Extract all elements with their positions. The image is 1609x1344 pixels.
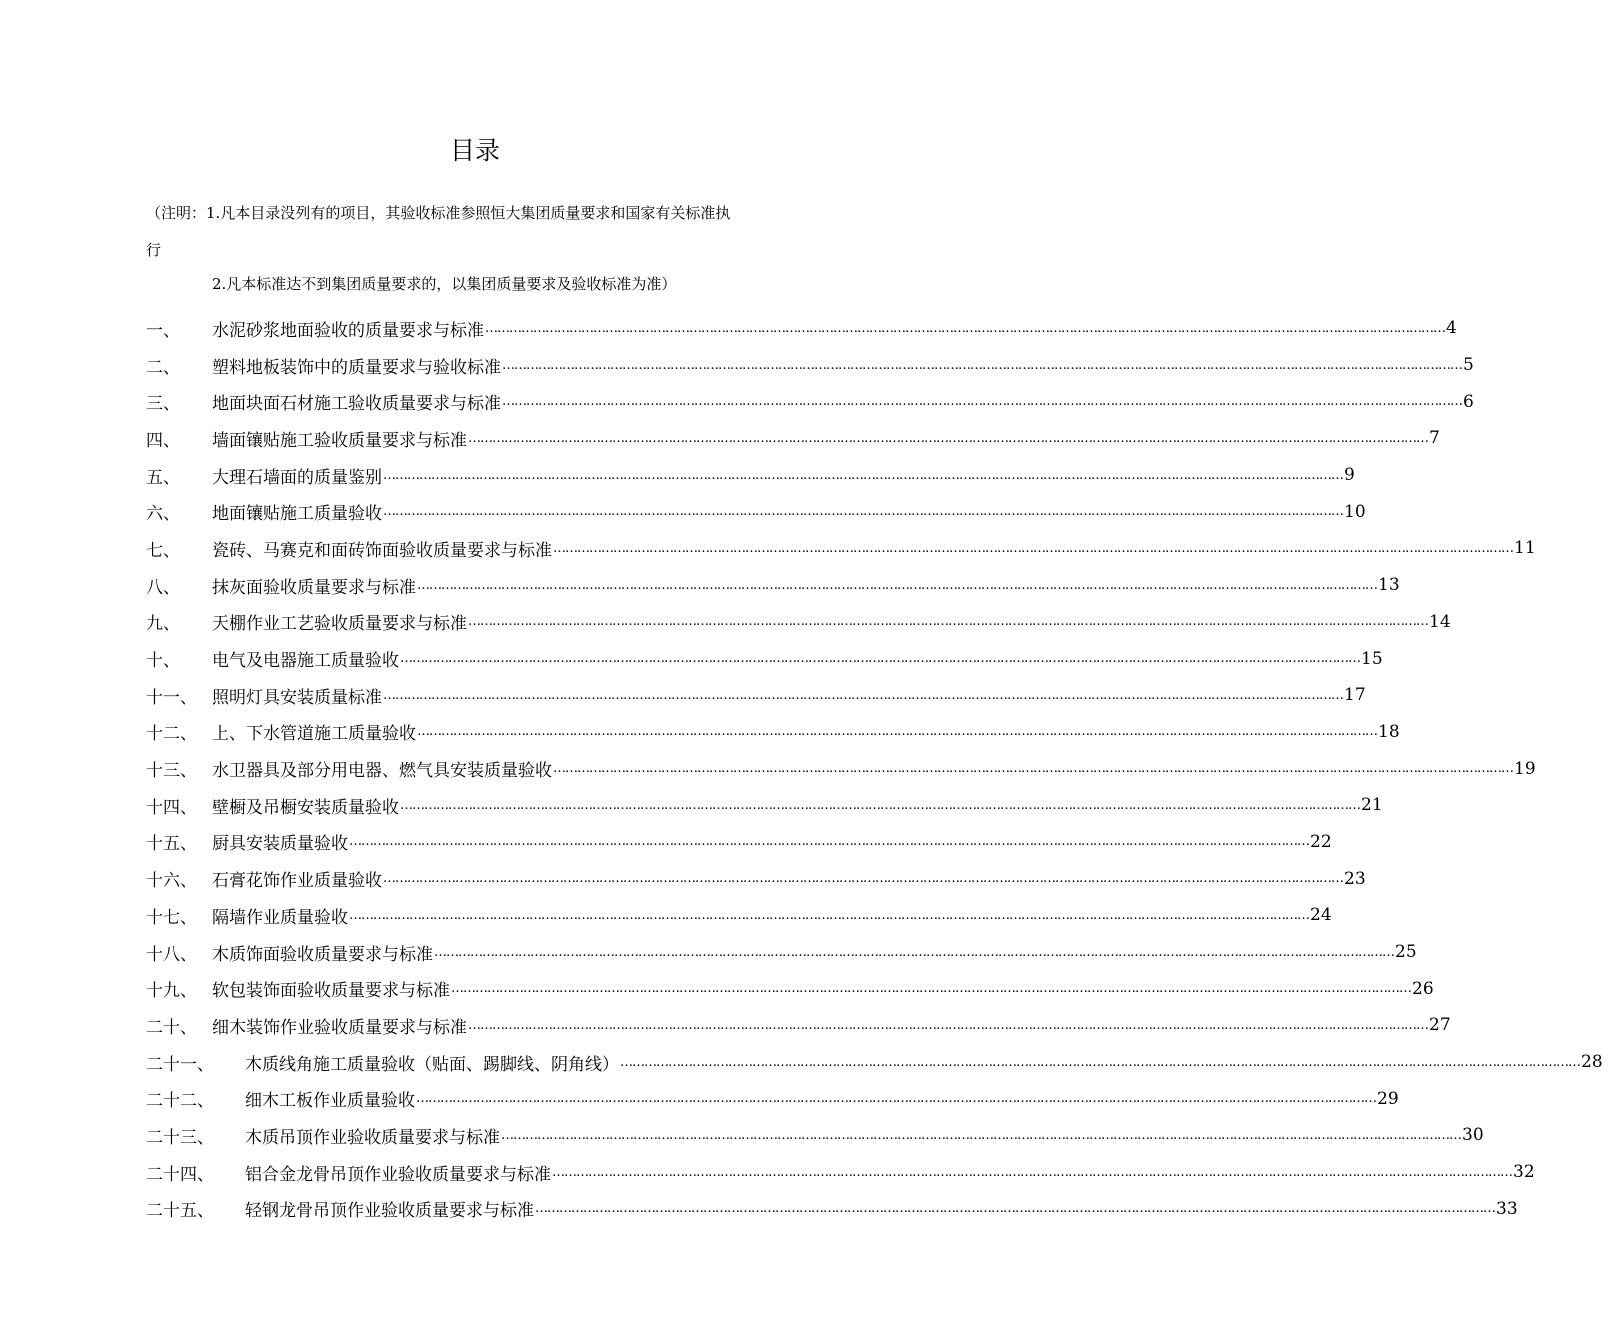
toc-entry-page-number: 10	[1344, 501, 1366, 522]
toc-leader-dots: ……………………………………………………………………………………………………………………………………………………………………………………………………………………	[349, 907, 1309, 923]
toc-entry-page-number: 22	[1310, 831, 1332, 852]
toc-entry-number: 一、	[146, 320, 180, 341]
toc-entry[interactable]	[146, 824, 1332, 861]
toc-entry-number: 十二、	[146, 724, 197, 745]
toc-entry-label: 轻钢龙骨吊顶作业验收质量要求与标准	[245, 1201, 534, 1222]
toc-leader-dots: ……………………………………………………………………………………………………………………………………………………………………………………………………………………	[416, 1091, 1376, 1107]
toc-entry-page-number: 14	[1429, 611, 1451, 632]
toc-leader-dots: ……………………………………………………………………………………………………………………………………………………………………………………………………………………	[383, 467, 1343, 483]
toc-entry[interactable]	[146, 677, 1366, 714]
toc-entry-page-number: 4	[1446, 318, 1457, 339]
toc-entry-number: 五、	[146, 467, 180, 488]
toc-entry-page-number: 27	[1429, 1015, 1451, 1036]
table-of-contents	[146, 310, 1603, 1227]
toc-leader-dots: ……………………………………………………………………………………………………………………………………………………………………………………………………………………	[535, 1201, 1495, 1217]
toc-entry[interactable]	[146, 604, 1451, 641]
toc-entry-label: 水泥砂浆地面验收的质量要求与标准	[212, 320, 484, 341]
toc-entry-page-number: 9	[1344, 465, 1355, 486]
toc-entry-label: 软包装饰面验收质量要求与标准	[212, 981, 450, 1002]
toc-entry-page-number: 18	[1378, 721, 1400, 742]
toc-entry-label: 细木装饰作业验收质量要求与标准	[212, 1017, 467, 1038]
toc-entry[interactable]	[146, 934, 1417, 971]
toc-entry-page-number: 24	[1310, 905, 1332, 926]
toc-entry-page-number: 25	[1395, 942, 1417, 963]
toc-entry[interactable]	[146, 347, 1474, 384]
toc-entry-label: 塑料地板装饰中的质量要求与验收标准	[212, 357, 501, 378]
toc-leader-dots: ……………………………………………………………………………………………………………………………………………………………………………………………………………………	[417, 724, 1377, 740]
toc-leader-dots: ……………………………………………………………………………………………………………………………………………………………………………………………………………………	[468, 430, 1428, 446]
toc-entry-label: 墙面镶贴施工验收质量要求与标准	[212, 430, 467, 451]
toc-entry-label: 木质吊顶作业验收质量要求与标准	[245, 1127, 500, 1148]
toc-entry-label: 地面镶贴施工质量验收	[212, 504, 382, 525]
toc-entry[interactable]	[146, 457, 1355, 494]
toc-entry-label: 木质线角施工质量验收（贴面、踢脚线、阴角线）	[245, 1054, 619, 1075]
toc-entry-number: 十一、	[146, 687, 197, 708]
toc-entry-number: 二十、	[146, 1017, 197, 1038]
toc-leader-dots: ……………………………………………………………………………………………………………………………………………………………………………………………………………………	[501, 1127, 1461, 1143]
toc-entry[interactable]	[146, 1044, 1603, 1081]
toc-leader-dots: ……………………………………………………………………………………………………………………………………………………………………………………………………………………	[417, 577, 1377, 593]
toc-leader-dots: ……………………………………………………………………………………………………………………………………………………………………………………………………………………	[349, 834, 1309, 850]
toc-leader-dots: ……………………………………………………………………………………………………………………………………………………………………………………………………………………	[434, 944, 1394, 960]
toc-entry-number: 十、	[146, 651, 180, 672]
toc-leader-dots: ……………………………………………………………………………………………………………………………………………………………………………………………………………………	[451, 981, 1411, 997]
toc-entry-label: 照明灯具安装质量标准	[212, 687, 382, 708]
toc-entry-label: 壁橱及吊橱安装质量验收	[212, 797, 399, 818]
toc-leader-dots: ……………………………………………………………………………………………………………………………………………………………………………………………………………………	[383, 504, 1343, 520]
toc-entry-label: 电气及电器施工质量验收	[212, 651, 399, 672]
toc-entry-number: 三、	[146, 394, 180, 415]
toc-entry-page-number: 30	[1462, 1125, 1484, 1146]
toc-entry[interactable]	[146, 897, 1332, 934]
toc-entry-page-number: 11	[1514, 538, 1536, 559]
toc-entry[interactable]	[146, 970, 1434, 1007]
toc-entry[interactable]	[146, 567, 1400, 604]
toc-leader-dots: ……………………………………………………………………………………………………………………………………………………………………………………………………………………	[468, 614, 1428, 630]
toc-entry-page-number: 32	[1513, 1162, 1535, 1183]
toc-entry-page-number: 26	[1412, 978, 1434, 999]
toc-entry-number: 二、	[146, 357, 180, 378]
toc-leader-dots: ……………………………………………………………………………………………………………………………………………………………………………………………………………………	[383, 871, 1343, 887]
toc-entry-page-number: 15	[1361, 648, 1383, 669]
toc-entry-page-number: 21	[1361, 795, 1383, 816]
toc-leader-dots: ……………………………………………………………………………………………………………………………………………………………………………………………………………………	[400, 797, 1360, 813]
toc-entry-label: 上、下水管道施工质量验收	[212, 724, 416, 745]
toc-entry-page-number: 6	[1463, 391, 1474, 412]
toc-entry-number: 二十四、	[146, 1164, 214, 1185]
toc-entry-label: 隔墙作业质量验收	[212, 907, 348, 928]
toc-leader-dots: ……………………………………………………………………………………………………………………………………………………………………………………………………………………	[552, 1164, 1512, 1180]
toc-entry-number: 九、	[146, 614, 180, 635]
toc-entry-number: 十九、	[146, 981, 197, 1002]
toc-entry-page-number: 28	[1581, 1052, 1603, 1073]
note-line-3: 2.凡本标准达不到集团质量要求的，以集团质量要求及验收标准为准）	[212, 275, 677, 293]
toc-entry-label: 瓷砖、马赛克和面砖饰面验收质量要求与标准	[212, 540, 552, 561]
toc-leader-dots: ……………………………………………………………………………………………………………………………………………………………………………………………………………………	[620, 1054, 1580, 1070]
toc-entry-label: 木质饰面验收质量要求与标准	[212, 944, 433, 965]
toc-entry-number: 四、	[146, 430, 180, 451]
toc-entry[interactable]	[146, 787, 1383, 824]
toc-entry-number: 七、	[146, 540, 180, 561]
toc-entry[interactable]	[146, 383, 1474, 420]
toc-entry-number: 六、	[146, 504, 180, 525]
toc-entry-label: 水卫器具及部分用电器、燃气具安装质量验收	[212, 761, 552, 782]
toc-entry-page-number: 19	[1514, 758, 1536, 779]
toc-entry[interactable]	[146, 1080, 1399, 1117]
toc-entry-number: 十八、	[146, 944, 197, 965]
toc-leader-dots: ……………………………………………………………………………………………………………………………………………………………………………………………………………………	[502, 394, 1462, 410]
toc-leader-dots: ……………………………………………………………………………………………………………………………………………………………………………………………………………………	[502, 357, 1462, 373]
toc-entry[interactable]	[146, 860, 1366, 897]
toc-entry-number: 二十五、	[146, 1201, 214, 1222]
toc-entry-label: 铝合金龙骨吊顶作业验收质量要求与标准	[245, 1164, 551, 1185]
toc-entry-number: 十四、	[146, 797, 197, 818]
toc-entry-number: 十七、	[146, 907, 197, 928]
toc-entry[interactable]	[146, 1117, 1484, 1154]
toc-entry-number: 十六、	[146, 871, 197, 892]
toc-entry[interactable]	[146, 1191, 1518, 1228]
toc-entry-number: 十三、	[146, 761, 197, 782]
toc-leader-dots: ……………………………………………………………………………………………………………………………………………………………………………………………………………………	[400, 651, 1360, 667]
toc-entry[interactable]	[146, 750, 1536, 787]
toc-entry-page-number: 17	[1344, 685, 1366, 706]
toc-entry-page-number: 33	[1496, 1198, 1518, 1219]
toc-entry-label: 抹灰面验收质量要求与标准	[212, 577, 416, 598]
toc-leader-dots: ……………………………………………………………………………………………………………………………………………………………………………………………………………………	[468, 1017, 1428, 1033]
toc-entry[interactable]	[146, 714, 1400, 751]
toc-entry[interactable]	[146, 420, 1440, 457]
toc-leader-dots: ……………………………………………………………………………………………………………………………………………………………………………………………………………………	[553, 761, 1513, 777]
toc-entry-label: 天棚作业工艺验收质量要求与标准	[212, 614, 467, 635]
page-title: 目录	[449, 136, 500, 165]
toc-entry[interactable]	[146, 493, 1366, 530]
toc-entry-number: 二十一、	[146, 1054, 214, 1075]
toc-entry-label: 石膏花饰作业质量验收	[212, 871, 382, 892]
toc-entry-page-number: 29	[1377, 1088, 1399, 1109]
toc-entry[interactable]	[146, 1154, 1535, 1191]
toc-entry-label: 细木工板作业质量验收	[245, 1091, 415, 1112]
note-line-1: （注明：1.凡本目录没列有的项目，其验收标准参照恒大集团质量要求和国家有关标准执	[146, 204, 731, 222]
toc-entry-label: 大理石墙面的质量鉴别	[212, 467, 382, 488]
note-line-2: 行	[146, 241, 162, 259]
toc-entry-number: 二十三、	[146, 1127, 214, 1148]
toc-leader-dots: ……………………………………………………………………………………………………………………………………………………………………………………………………………………	[553, 540, 1513, 556]
toc-entry[interactable]	[146, 1007, 1451, 1044]
toc-entry-number: 十五、	[146, 834, 197, 855]
toc-entry-label: 地面块面石材施工验收质量要求与标准	[212, 394, 501, 415]
toc-entry-page-number: 5	[1463, 355, 1474, 376]
toc-entry-page-number: 7	[1429, 428, 1440, 449]
toc-entry-number: 二十二、	[146, 1091, 214, 1112]
toc-entry[interactable]	[146, 310, 1457, 347]
toc-entry-page-number: 23	[1344, 868, 1366, 889]
toc-leader-dots: ……………………………………………………………………………………………………………………………………………………………………………………………………………………	[383, 687, 1343, 703]
toc-entry-page-number: 13	[1378, 575, 1400, 596]
toc-entry[interactable]	[146, 640, 1383, 677]
toc-leader-dots: ……………………………………………………………………………………………………………………………………………………………………………………………………………………	[485, 320, 1445, 336]
toc-entry[interactable]	[146, 530, 1536, 567]
toc-entry-number: 八、	[146, 577, 180, 598]
toc-entry-label: 厨具安装质量验收	[212, 834, 348, 855]
